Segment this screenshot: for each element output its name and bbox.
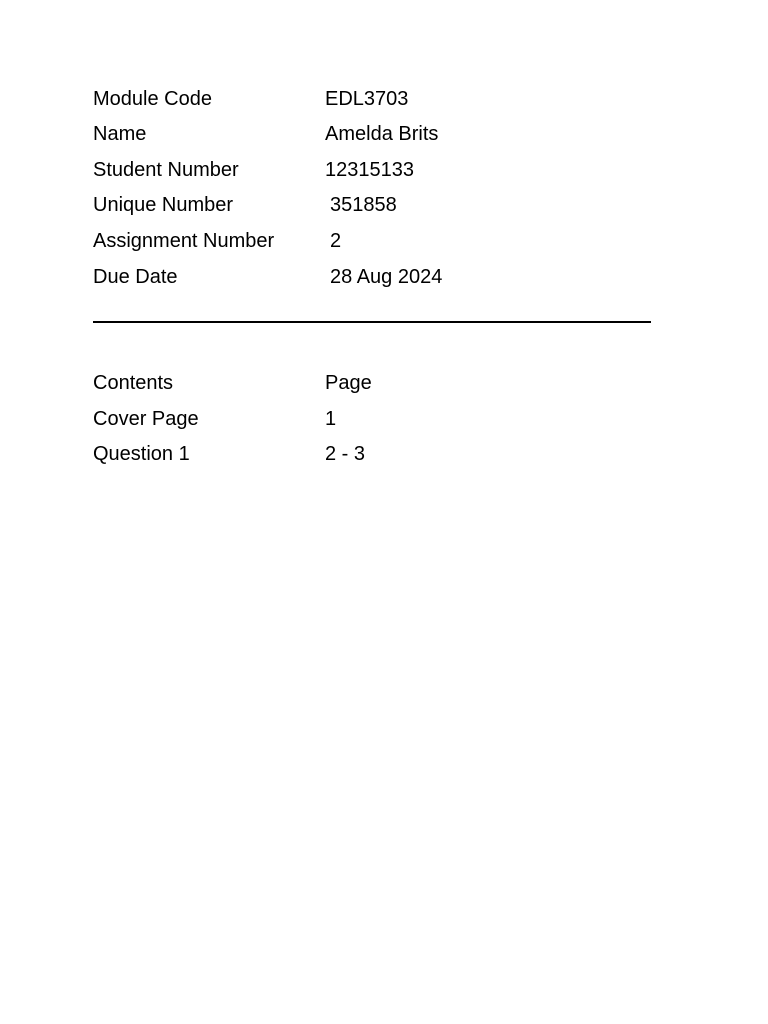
assignment-number-row — [93, 228, 342, 254]
name-value: Amelda Brits — [325, 123, 439, 145]
contents-header-label: Contents — [93, 372, 174, 394]
contents-header-row — [93, 370, 372, 396]
unique-number-label: Unique Number — [93, 194, 234, 216]
due-date-row — [93, 264, 443, 290]
name-row — [93, 121, 439, 147]
horizontal-divider — [93, 321, 651, 323]
module-code-label: Module Code — [93, 88, 212, 110]
contents-item — [93, 441, 366, 467]
unique-number-value: 351858 — [330, 194, 397, 216]
unique-number-row — [93, 192, 397, 218]
contents-item-page: 1 — [325, 408, 337, 430]
contents-header-page: Page — [325, 372, 372, 394]
student-number-label: Student Number — [93, 159, 239, 181]
assignment-number-value: 2 — [330, 230, 342, 252]
contents-item-label: Cover Page — [93, 408, 199, 430]
due-date-label: Due Date — [93, 266, 178, 288]
contents-item-page: 2 - 3 — [325, 443, 366, 465]
student-number-row — [93, 157, 414, 183]
contents-item-label: Question 1 — [93, 443, 190, 465]
student-number-value: 12315133 — [325, 159, 414, 181]
due-date-value: 28 Aug 2024 — [330, 266, 443, 288]
module-code-value: EDL3703 — [325, 88, 409, 110]
module-code-row — [93, 86, 409, 112]
name-label: Name — [93, 123, 147, 145]
assignment-number-label: Assignment Number — [93, 230, 275, 252]
contents-item — [93, 406, 337, 432]
